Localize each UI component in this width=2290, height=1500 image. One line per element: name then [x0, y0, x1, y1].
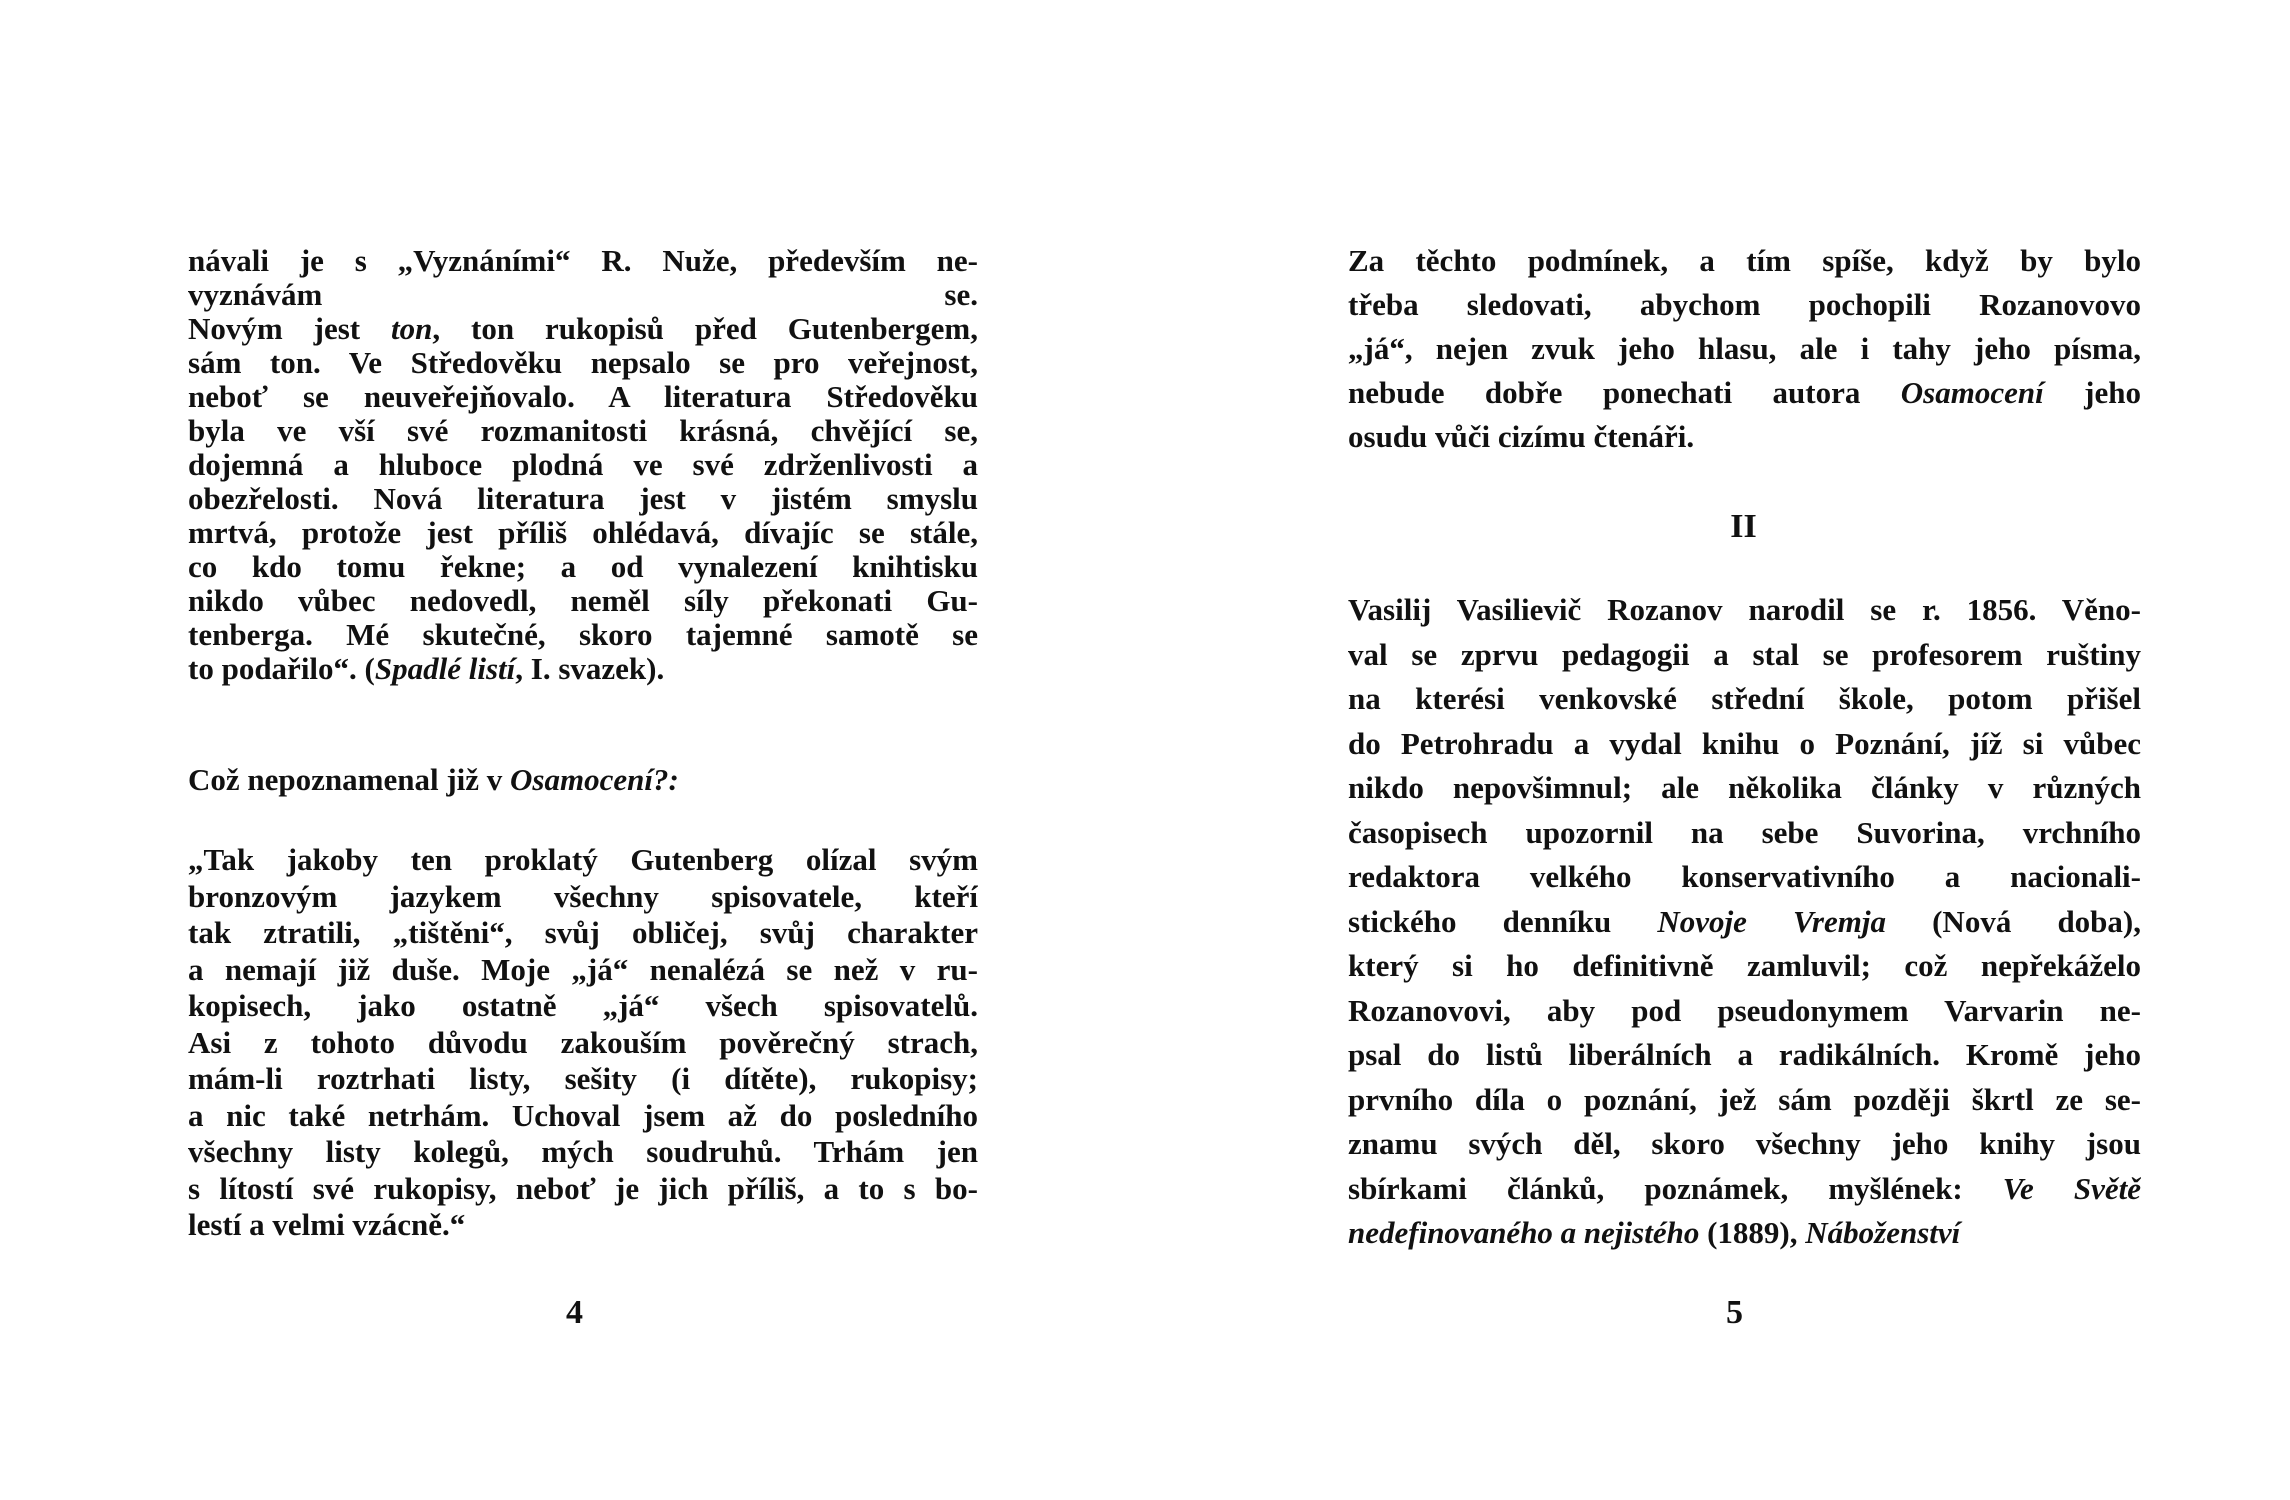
text-line [188, 244, 978, 278]
text-run: mám-li roztrhati listy, sešity (i dítěte), rukopisy; [188, 1061, 978, 1096]
text-run: osudu vůči cizímu čtenáři. [1348, 419, 1695, 454]
text-line [1348, 766, 2141, 811]
text-line [188, 952, 978, 989]
text-run: bronzovým jazykem všechny spisovatele, kteří [188, 878, 978, 914]
paragraph [188, 244, 978, 686]
text-run: , ton rukopisů před Gutenbergem, [432, 312, 978, 346]
text-line [1348, 239, 2141, 283]
text-run: jeho [2043, 375, 2141, 410]
text-line [188, 550, 978, 584]
text-line [188, 1134, 978, 1171]
text-run: obezřelosti. Nová literatura jest v jistém smyslu [188, 482, 978, 516]
page-number: 5 [1726, 1294, 1743, 1331]
text-run: co kdo tomu řekne; a od vynalezení knihtisku [188, 550, 978, 584]
text-line [188, 516, 978, 550]
text-line [1348, 588, 2141, 633]
text-run: na kterési venkovské střední škole, potom přišel [1348, 681, 2141, 716]
text-run: lestí a velmi vzácně.“ [188, 1207, 466, 1242]
text-line [188, 915, 978, 952]
text-line [188, 312, 978, 346]
italic-text: nedefinovaného a nejistého [1348, 1215, 1700, 1250]
text-run: stického denníku [1348, 903, 1658, 939]
text-line [188, 1098, 978, 1135]
text-run: tak ztratili, „tištěni“, svůj obličej, svůj charakter [188, 915, 978, 950]
text-line [188, 1061, 978, 1098]
text-line [1348, 371, 2141, 415]
text-line [1348, 900, 2141, 945]
text-line [1348, 1167, 2141, 1212]
right-page [1145, 0, 2290, 1500]
text-run: a nemají již duše. Moje „já“ nenalézá se než v ru- [188, 951, 978, 987]
text-line [1348, 283, 2141, 327]
italic-text: Novoje Vremja [1657, 903, 1886, 939]
text-line [188, 380, 978, 414]
text-line [188, 482, 978, 516]
text-run: Asi z tohoto důvodu zakouším pověrečný strach, [188, 1024, 978, 1060]
text-run: redaktora velkého konservativního a nacionali- [1348, 859, 2141, 894]
text-run: neboť se neuveřejňovalo. A literatura Středověku [188, 380, 978, 414]
text-line [188, 1171, 978, 1208]
text-line [188, 448, 978, 482]
text-line [188, 1025, 978, 1062]
text-line [188, 988, 978, 1025]
text-run: „Tak jakoby ten proklatý Gutenberg olízal svým [188, 842, 978, 877]
text-run: kopisech, jako ostatně „já“ všech spisovatelů. [188, 988, 978, 1023]
text-run: který si ho definitivně zamluvil; což nepřekáželo [1348, 948, 2141, 983]
text-run: znamu svých děl, skoro všechny jeho knihy jsou [1348, 1126, 2141, 1161]
text-line [188, 346, 978, 380]
text-run: třeba sledovati, abychom pochopili Rozanovovo [1348, 287, 2141, 322]
italic-text: Osamocení?: [510, 762, 679, 797]
text-line [188, 762, 978, 798]
italic-text: Osamocení [1900, 375, 2044, 410]
text-run: byla ve vší své rozmanitosti krásná, chvějící se, [188, 414, 978, 448]
text-line [188, 1207, 978, 1244]
text-run: (1889), [1699, 1215, 1806, 1250]
text-line [1348, 722, 2141, 767]
text-run: s lítostí své rukopisy, neboť je jich příliš, a to s bo- [188, 1170, 978, 1206]
text-run: Což nepoznamenal již v [188, 762, 511, 797]
text-run: všechny listy kolegů, mých soudruhů. Trhám jen [188, 1134, 978, 1169]
text-line [188, 584, 978, 618]
quotation-paragraph [188, 842, 978, 1244]
text-line [1348, 1122, 2141, 1167]
paragraph [1348, 239, 2141, 459]
text-run: nikdo vůbec nedovedl, neměl síly překonati Gu- [188, 584, 978, 618]
text-run: Za těchto podmínek, a tím spíše, když by bylo [1348, 243, 2141, 278]
text-run: a nic také netrhám. Uchoval jsem až do posledního [188, 1097, 978, 1133]
text-run: nikdo nepovšimnul; ale několika články v různých [1348, 770, 2141, 805]
text-line [1348, 1211, 2141, 1256]
text-run: psal do listů liberálních a radikálních. Kromě jeho [1348, 1037, 2141, 1072]
text-line [1348, 811, 2141, 856]
text-run: to podařilo“. ( [188, 652, 375, 686]
text-line [188, 879, 978, 916]
text-run: dojemná a hluboce plodná ve své zdrženlivosti a [188, 448, 978, 482]
text-run: tenberga. Mé skutečné, skoro tajemné samotě se [188, 618, 978, 652]
text-run: Rozanovovi, aby pod pseudonymem Varvarin ne- [1348, 992, 2141, 1028]
text-line [1348, 944, 2141, 989]
text-run: sbírkami článků, poznámek, myšlének: [1348, 1170, 2003, 1206]
text-line [1348, 855, 2141, 900]
text-run: nebude dobře ponechati autora [1348, 375, 1901, 410]
text-run: „já“, nejen zvuk jeho hlasu, ale i tahy jeho písma, [1348, 331, 2141, 366]
text-line [1348, 415, 2141, 459]
text-line [188, 618, 978, 652]
text-run: val se zprvu pedagogii a stal se profesorem ruštiny [1348, 636, 2141, 672]
text-run: vyznávám se. [188, 278, 978, 312]
text-line [1348, 677, 2141, 722]
section-heading: II [1730, 508, 1757, 545]
text-run: návali je s „Vyznáními“ R. Nuže, především ne- [188, 244, 978, 278]
italic-text: Ve Světě [2002, 1170, 2141, 1206]
text-run: mrtvá, protože jest příliš ohlédavá, dívajíc se stále, [188, 516, 978, 550]
text-line [1348, 989, 2141, 1034]
italic-text: Náboženství [1805, 1215, 1961, 1250]
text-line [188, 414, 978, 448]
text-line [1348, 1078, 2141, 1123]
text-run: časopisech upozornil na sebe Suvorina, vrchního [1348, 814, 2141, 850]
text-line [1348, 1033, 2141, 1078]
text-run: sám ton. Ve Středověku nepsalo se pro veřejnost, [188, 346, 978, 380]
text-run: prvního díla o poznání, jež sám později škrtl ze se- [1348, 1081, 2141, 1117]
text-line [188, 278, 978, 312]
text-line [188, 842, 978, 879]
paragraph [188, 762, 978, 798]
paragraph [1348, 588, 2141, 1256]
text-line [1348, 633, 2141, 678]
text-run: , I. svazek). [515, 652, 665, 686]
text-run: (Nová doba), [1885, 903, 2141, 939]
text-line [188, 652, 978, 686]
italic-text: Spadlé listí [374, 652, 516, 686]
text-line [1348, 327, 2141, 371]
italic-text: ton [391, 312, 433, 346]
text-run: do Petrohradu a vydal knihu o Poznání, jíž si vůbec [1348, 725, 2141, 761]
page-number: 4 [566, 1294, 583, 1331]
text-run: Novým jest [188, 312, 392, 346]
text-run: Vasilij Vasilievič Rozanov narodil se r. 1856. Věno- [1348, 592, 2141, 627]
